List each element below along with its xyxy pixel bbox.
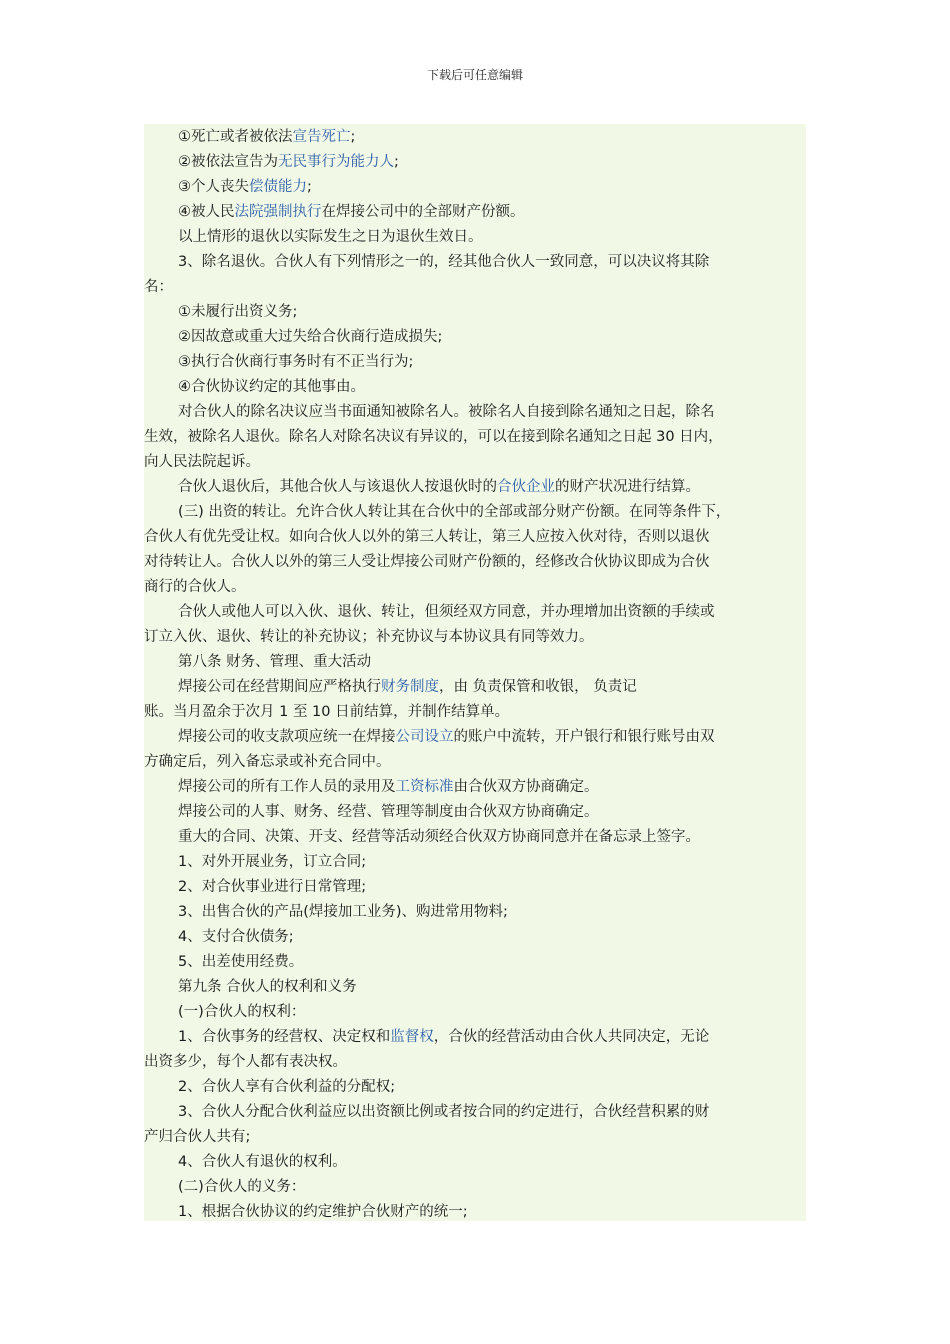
- line-text: ②因故意或重大过失给合伙商行造成损失;: [178, 329, 443, 345]
- line-text-after-link: ;: [394, 154, 399, 170]
- line-text: 1、对外开展业务，订立合同;: [178, 854, 367, 870]
- text-line: [144, 1150, 806, 1175]
- line-text: 订立入伙、退伙、转让的补充协议；补充协议与本协议具有同等效力。: [144, 629, 594, 645]
- text-line: [144, 600, 806, 625]
- line-text: (二)合伙人的义务：: [178, 1179, 306, 1195]
- line-text: ③个人丧失: [178, 179, 249, 195]
- text-line: [144, 800, 806, 825]
- text-line: [144, 525, 806, 550]
- text-line: [144, 650, 806, 675]
- text-line: [144, 425, 806, 450]
- text-line: [144, 625, 806, 650]
- line-text: 焊接公司在经营期间应严格执行: [178, 679, 381, 695]
- text-line: [144, 125, 806, 150]
- line-text: 2、对合伙事业进行日常管理;: [178, 879, 367, 895]
- line-text: ③执行合伙商行事务时有不正当行为;: [178, 354, 414, 370]
- line-text: ①未履行出资义务;: [178, 304, 298, 320]
- inline-link[interactable]: 宣告死亡: [292, 129, 351, 145]
- inline-link[interactable]: 监督权: [390, 1029, 434, 1045]
- line-text: ①死亡或者被依法: [178, 129, 293, 145]
- text-line: [144, 825, 806, 850]
- line-text: 以上情形的退伙以实际发生之日为退伙生效日。: [178, 229, 483, 245]
- line-text: 1、根据合伙协议的约定维护合伙财产的统一;: [178, 1204, 468, 1220]
- line-text: 向人民法院起诉。: [144, 454, 260, 470]
- line-text: 对合伙人的除名决议应当书面通知被除名人。被除名人自接到除名通知之日起，除名: [178, 404, 715, 420]
- text-line: [144, 500, 806, 525]
- line-text: 对待转让人。合伙人以外的第三人受让焊接公司财产份额的，经修改合伙协议即成为合伙: [144, 554, 710, 570]
- line-text: 合伙人或他人可以入伙、退伙、转让，但须经双方同意，并办理增加出资额的手续或: [178, 604, 715, 620]
- line-text: 3、合伙人分配合伙利益应以出资额比例或者按合同的约定进行，合伙经营积累的财: [178, 1104, 710, 1120]
- line-text: 焊接公司的所有工作人员的录用及: [178, 779, 396, 795]
- line-text: 出资多少，每个人都有表决权。: [144, 1054, 347, 1070]
- text-line: [144, 175, 806, 200]
- text-line: [144, 775, 806, 800]
- text-line: [144, 950, 806, 975]
- line-text: 账。当月盈余于次月 1 至 10 日前结算，并制作结算单。: [144, 704, 510, 720]
- text-line: [144, 1000, 806, 1025]
- line-text: 2、合伙人享有合伙利益的分配权;: [178, 1079, 396, 1095]
- text-line: [144, 1075, 806, 1100]
- text-line: [144, 1125, 806, 1150]
- text-line: [144, 225, 806, 250]
- line-text: 合伙人退伙后，其他合伙人与该退伙人按退伙时的: [178, 479, 497, 495]
- line-text: 3、出售合伙的产品(焊接加工业务)、购进常用物料;: [178, 904, 508, 920]
- text-line: [144, 1100, 806, 1125]
- text-line: [144, 1050, 806, 1075]
- text-line: [144, 550, 806, 575]
- inline-link[interactable]: 财务制度: [381, 679, 439, 695]
- line-text: 4、支付合伙债务;: [178, 929, 294, 945]
- line-text-after-link: 的财产状况进行结算。: [555, 479, 700, 495]
- line-text: (三) 出资的转让。允许合伙人转让其在合伙中的全部或部分财产份额。在同等条件下，: [178, 504, 731, 520]
- line-text: 第九条 合伙人的权利和义务: [178, 979, 357, 995]
- line-text: 焊接公司的人事、财务、经营、管理等制度由合伙双方协商确定。: [178, 804, 599, 820]
- line-text: 1、合伙事务的经营权、决定权和: [178, 1029, 391, 1045]
- line-text-after-link: ;: [307, 179, 312, 195]
- text-line: [144, 1200, 806, 1225]
- line-text-after-link: ，由 负责保管和收银， 负责记: [439, 679, 637, 695]
- text-line: [144, 575, 806, 600]
- text-line: [144, 925, 806, 950]
- line-text: 名：: [144, 279, 173, 295]
- line-text: 焊接公司的收支款项应统一在焊接: [178, 729, 396, 745]
- text-line: [144, 450, 806, 475]
- text-line: [144, 850, 806, 875]
- line-text: ④被人民: [178, 204, 235, 220]
- line-text: 商行的合伙人。: [144, 579, 246, 595]
- line-text-after-link: 由合伙双方协商确定。: [453, 779, 599, 795]
- line-text-after-link: ;: [350, 129, 356, 145]
- inline-link[interactable]: 偿债能力: [249, 179, 307, 195]
- line-text: 重大的合同、决策、开支、经营等活动须经合伙双方协商同意并在备忘录上签字。: [178, 829, 700, 845]
- inline-link[interactable]: 无民事行为能力人: [278, 154, 394, 170]
- text-line: [144, 975, 806, 1000]
- text-line: [144, 250, 806, 275]
- text-line: [144, 875, 806, 900]
- text-line: [144, 1175, 806, 1200]
- inline-link[interactable]: 法院强制执行: [234, 204, 322, 220]
- text-line: [144, 350, 806, 375]
- text-line: [144, 1025, 806, 1050]
- line-text: 方确定后，列入备忘录或补充合同中。: [144, 754, 391, 770]
- line-text: ④合伙协议约定的其他事由。: [178, 379, 365, 395]
- text-line: [144, 900, 806, 925]
- line-text-after-link: ，合伙的经营活动由合伙人共同决定，无论: [433, 1029, 710, 1045]
- text-line: [144, 300, 806, 325]
- line-text: 5、出差使用经费。: [178, 954, 304, 970]
- line-text-after-link: 在焊接公司中的全部财产份额。: [321, 204, 525, 220]
- text-line: [144, 200, 806, 225]
- text-line: [144, 675, 806, 700]
- text-line: [144, 375, 806, 400]
- text-line: [144, 325, 806, 350]
- line-text: 4、合伙人有退伙的权利。: [178, 1154, 347, 1170]
- line-text: 3、除名退伙。合伙人有下列情形之一的，经其他合伙人一致同意，可以决议将其除: [178, 254, 710, 270]
- line-text-after-link: 的账户中流转，开户银行和银行账号由双: [453, 729, 715, 745]
- inline-link[interactable]: 公司设立: [395, 729, 454, 745]
- text-line: [144, 150, 806, 175]
- text-line: [144, 700, 806, 725]
- text-line: [144, 275, 806, 300]
- text-line: [144, 750, 806, 775]
- inline-link[interactable]: 合伙企业: [497, 479, 555, 495]
- inline-link[interactable]: 工资标准: [395, 779, 454, 795]
- text-line: [144, 475, 806, 500]
- page-header: 下载后可任意编辑: [426, 68, 523, 82]
- line-text: 生效，被除名人退伙。除名人对除名决议有异议的，可以在接到除名通知之日起 30 日内，: [144, 429, 723, 445]
- line-text: ②被依法宣告为: [178, 154, 278, 170]
- document-body: [144, 124, 806, 1221]
- line-text: (一)合伙人的权利：: [178, 1004, 306, 1020]
- line-text: 合伙人有优先受让权。如向合伙人以外的第三人转让，第三人应按入伙对待，否则以退伙: [144, 529, 710, 545]
- text-line: [144, 400, 806, 425]
- line-text: 产归合伙人共有;: [144, 1129, 251, 1145]
- line-text: 第八条 财务、管理、重大活动: [178, 654, 372, 670]
- text-line: [144, 725, 806, 750]
